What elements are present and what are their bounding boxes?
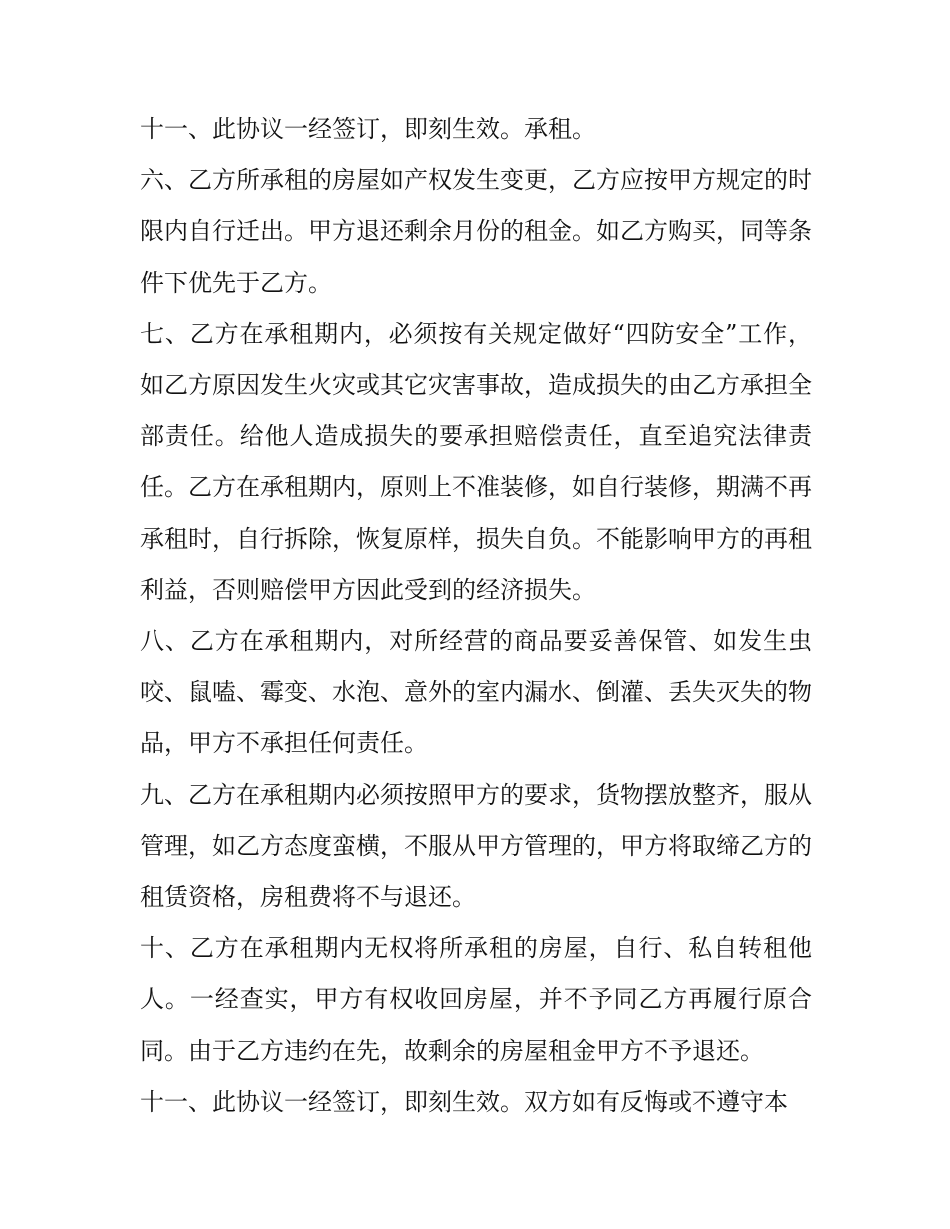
paragraph-clause-6: 六、乙方所承租的房屋如产权发生变更，乙方应按甲方规定的时限内自行迁出。甲方退还剩余月份的租金。如乙方购买，同等条件下优先于乙方。 [140,166,812,297]
paragraph-clause-8: 八、乙方在承租期内，对所经营的商品要妥善保管、如发生虫咬、鼠嗑、霉变、水泡、意外的室内漏水、倒灌、丢失灭失的物品，甲方不承担任何责任。 [140,627,812,758]
paragraph-clause-9: 九、乙方在承租期内必须按照甲方的要求，货物摆放整齐，服从管理，如乙方态度蛮横，不服从甲方管理的，甲方将取缔乙方的租赁资格，房租费将不与退还。 [140,780,812,912]
paragraph-clause-11: 十一、此协议一经签订，即刻生效。双方如有反悔或不遵守本 [140,1087,788,1116]
paragraph-clause-11-fragment: 十一、此协议一经签订，即刻生效。承租。 [140,115,596,143]
paragraph-clause-7: 七、乙方在承租期内，必须按有关规定做好“四防安全”工作，如乙方原因发生火灾或其它灾害事故，造成损失的由乙方承担全部责任。给他人造成损失的要承担赔偿责任，直至追究法律责任。乙方在承租期内，原则上不准装修，如自行装修，期满不再承租时，自行拆除，恢复原样，损失自负。不能影响甲方的再租利益，否则赔偿甲方因此受到的经济损失。 [140,319,812,604]
paragraph-clause-10: 十、乙方在承租期内无权将所承租的房屋，自行、私自转租他人。一经查实，甲方有权收回房屋，并不予同乙方再履行原合同。由于乙方违约在先，故剩余的房屋租金甲方不予退还。 [140,934,812,1065]
document-body [140,104,812,1128]
